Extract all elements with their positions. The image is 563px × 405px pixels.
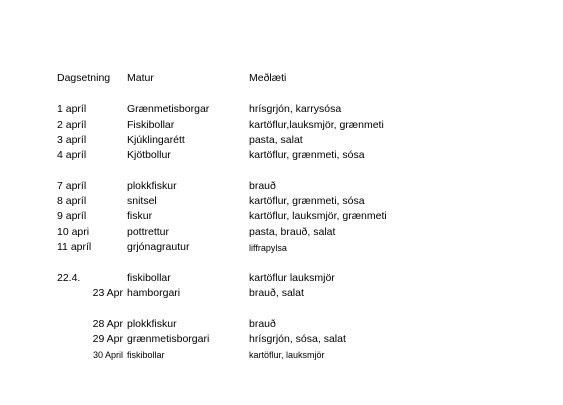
row-sides: kartöflur, lauksmjör — [249, 350, 325, 360]
row-date: 28 Apr — [92, 318, 123, 330]
row-sides: pasta, salat — [249, 134, 303, 146]
row-food: Kjötbollur — [127, 149, 171, 161]
row-date: 3 apríl — [57, 134, 87, 146]
header-food: Matur — [127, 72, 154, 84]
row-food: fiskibollar — [127, 350, 165, 360]
row-date: 8 apríl — [57, 195, 87, 207]
row-date: 9 apríl — [57, 210, 87, 222]
row-food: plokkfiskur — [127, 318, 177, 330]
row-sides: pasta, brauð, salat — [249, 226, 336, 238]
row-sides: kartöflur, grænmeti, sósa — [249, 195, 365, 207]
row-food: Kjúklingarétt — [127, 134, 185, 146]
row-sides: brauð — [249, 318, 276, 330]
row-sides: kartöflur,lauksmjör, grænmeti — [249, 119, 384, 131]
row-food: fiskur — [127, 210, 153, 222]
row-food: pottrettur — [127, 226, 170, 238]
row-sides: brauð, salat — [249, 287, 304, 299]
row-date: 11 apríl — [57, 241, 92, 253]
row-food: hamborgari — [127, 287, 181, 299]
row-date: 10 apri — [57, 226, 90, 238]
header-sides: Meðlæti — [249, 72, 287, 84]
row-date: 23 Apr — [92, 287, 123, 299]
row-date: 1 apríl — [57, 103, 87, 115]
row-date: 7 apríl — [57, 180, 87, 192]
row-date: 4 apríl — [57, 149, 87, 161]
row-food: grjónagrautur — [127, 241, 190, 253]
row-sides: kartöflur, grænmeti, sósa — [249, 149, 365, 161]
row-date: 29 Apr — [92, 333, 123, 345]
header-date: Dagsetning — [57, 72, 111, 84]
row-sides: liffrapylsa — [249, 243, 287, 253]
row-food: grænmetisborgari — [127, 333, 210, 345]
row-food: Grænmetisborgar — [127, 103, 210, 115]
row-food: fiskibollar — [127, 272, 171, 284]
row-sides: kartöflur, lauksmjör, grænmeti — [249, 210, 387, 222]
row-sides: brauð — [249, 180, 276, 192]
row-food: plokkfiskur — [127, 180, 177, 192]
row-food: snitsel — [127, 195, 157, 207]
row-sides: hrísgrjón, karrysósa — [249, 103, 342, 115]
row-sides: kartöflur lauksmjör — [249, 272, 335, 284]
row-date: 22.4. — [57, 272, 81, 284]
row-date: 30 April — [92, 350, 123, 360]
row-date: 2 apríl — [57, 119, 87, 131]
row-food: Fiskibollar — [127, 119, 175, 131]
row-sides: hrísgrjón, sósa, salat — [249, 333, 346, 345]
